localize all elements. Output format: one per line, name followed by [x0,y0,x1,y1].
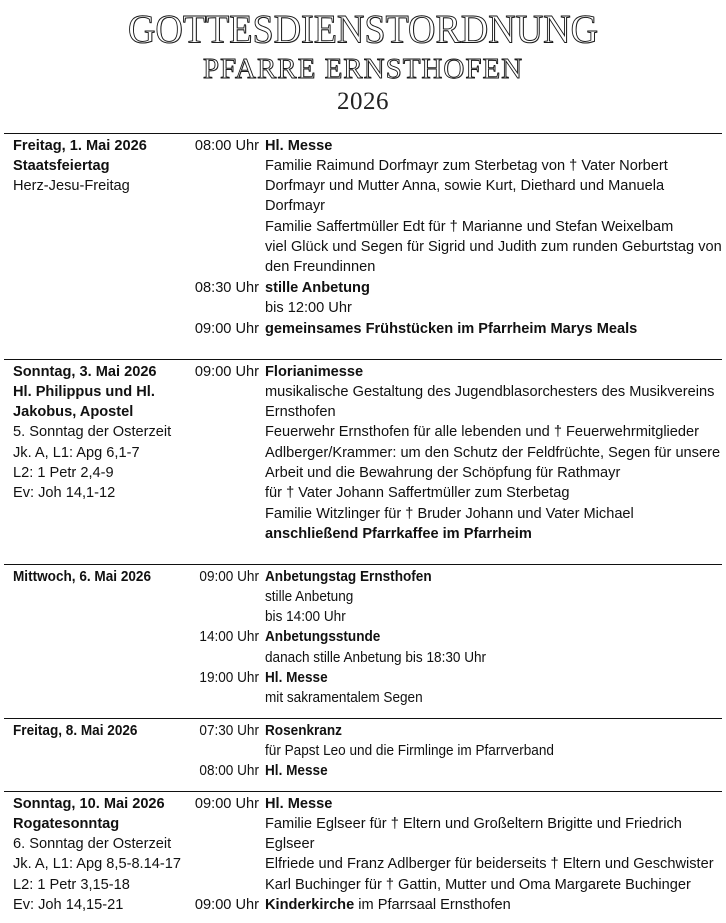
day-section [4,133,722,360]
event-time: 09:00 Uhr [194,364,259,380]
event-time: 08:30 Uhr [194,280,259,296]
day-note: Herz-Jesu-Freitag [13,178,130,194]
event-detail: musikalische Gestaltung des Jugendblasorchesters des Musikvereins [265,384,715,400]
event-time: 09:00 Uhr [194,321,259,337]
event-detail: Familie Raimund Dorfmayr zum Sterbetag von † Vater Norbert [265,158,668,174]
day-section [4,564,722,719]
event-detail: Ernsthofen [265,404,336,420]
event-detail: für Papst Leo und die Firmlinge im Pfarrverband [265,743,554,759]
day-date: Freitag, 1. Mai 2026 [13,138,147,154]
liturgical-week: 6. Sonntag der Osterzeit [13,836,172,852]
event-detail: Familie Witzlinger für † Bruder Johann und Vater Michael [265,506,634,522]
event-time: 07:30 Uhr [199,723,259,739]
event-detail: Familie Eglseer für † Eltern und Großeltern Brigitte und Friedrich [265,816,682,832]
event-title-line [265,895,511,915]
parish-name: PFARRE ERNSTHOFEN [202,53,524,85]
event-time: 09:00 Uhr [194,796,259,812]
event-title: Hl. Messe [265,670,328,686]
event-time: 09:00 Uhr [194,897,259,913]
event-title: Hl. Messe [265,796,333,812]
day-date: Sonntag, 3. Mai 2026 [13,364,157,380]
gospel-reading: Ev: Joh 14,15-21 [13,897,124,913]
event-time: 08:00 Uhr [194,138,259,154]
reading: Jk. A, L1: Apg 8,5-8.14-17 [13,856,181,872]
gospel-reading: Ev: Joh 14,1-12 [13,485,116,501]
event-detail: Feuerwehr Ernsthofen für alle lebenden und † Feuerwehrmitglieder [265,424,700,440]
event-detail: danach stille Anbetung bis 18:30 Uhr [265,650,487,666]
day-date: Freitag, 8. Mai 2026 [13,723,138,739]
day-feast: Hl. Philippus und Hl. [13,384,155,400]
document-title: GOTTESDIENSTORDNUNG [127,7,599,53]
day-feast: Staatsfeiertag [13,158,110,174]
event-detail: Elfriede und Franz Adlberger für beiderseits † Eltern und Geschwister [265,856,714,872]
event-detail: bis 14:00 Uhr [265,609,346,625]
event-detail: den Freundinnen [265,259,376,275]
day-date: Sonntag, 10. Mai 2026 [13,796,165,812]
year-label: 2026 [337,88,389,115]
reading: Jk. A, L1: Apg 6,1-7 [13,445,140,461]
event-detail: Eglseer [265,836,315,852]
event-title: Hl. Messe [265,763,328,779]
reading: L2: 1 Petr 2,4-9 [13,465,114,481]
event-title: Kinderkirche [265,897,355,913]
event-detail: für † Vater Johann Saffertmüller zum Sterbetag [265,485,570,501]
day-feast: Rogatesonntag [13,816,120,832]
day-section [4,359,722,565]
day-feast: Jakobus, Apostel [13,404,134,420]
event-time: 08:00 Uhr [199,763,259,779]
event-detail: Adlberger/Krammer: um den Schutz der Feldfrüchte, Segen für unsere [265,445,721,461]
event-note: anschließend Pfarrkaffee im Pfarrheim [265,526,532,542]
event-time: 14:00 Uhr [199,629,259,645]
event-detail: Karl Buchinger für † Gattin, Mutter und Oma Margarete Buchinger [265,877,691,893]
event-detail: Arbeit und die Bewahrung der Schöpfung für Rathmayr [265,465,621,481]
event-detail: Dorfmayr und Mutter Anna, sowie Kurt, Diethard und Manuela [265,178,665,194]
event-detail: bis 12:00 Uhr [265,300,352,316]
reading: L2: 1 Petr 3,15-18 [13,877,130,893]
event-detail: viel Glück und Segen für Sigrid und Judith zum runden Geburtstag von [265,239,722,255]
day-section [4,718,722,792]
event-title: Rosenkranz [265,723,342,739]
event-location: im Pfarrsaal Ernsthofen [354,897,511,913]
event-detail: Dorfmayr [265,198,325,214]
liturgical-week: 5. Sonntag der Osterzeit [13,424,172,440]
day-date: Mittwoch, 6. Mai 2026 [13,569,152,585]
event-title: gemeinsames Frühstücken im Pfarrheim Marys Meals [265,321,638,337]
event-title: Anbetungstag Ernsthofen [265,569,432,585]
event-title: Hl. Messe [265,138,333,154]
event-detail: stille Anbetung [265,589,354,605]
event-time: 19:00 Uhr [199,670,259,686]
event-title: stille Anbetung [265,280,370,296]
event-time: 09:00 Uhr [199,569,259,585]
event-title: Anbetungsstunde [265,629,381,645]
event-detail: mit sakramentalem Segen [265,690,423,706]
day-section [4,791,722,923]
event-detail: Familie Saffertmüller Edt für † Marianne und Stefan Weixelbam [265,219,674,235]
event-title: Florianimesse [265,364,364,380]
